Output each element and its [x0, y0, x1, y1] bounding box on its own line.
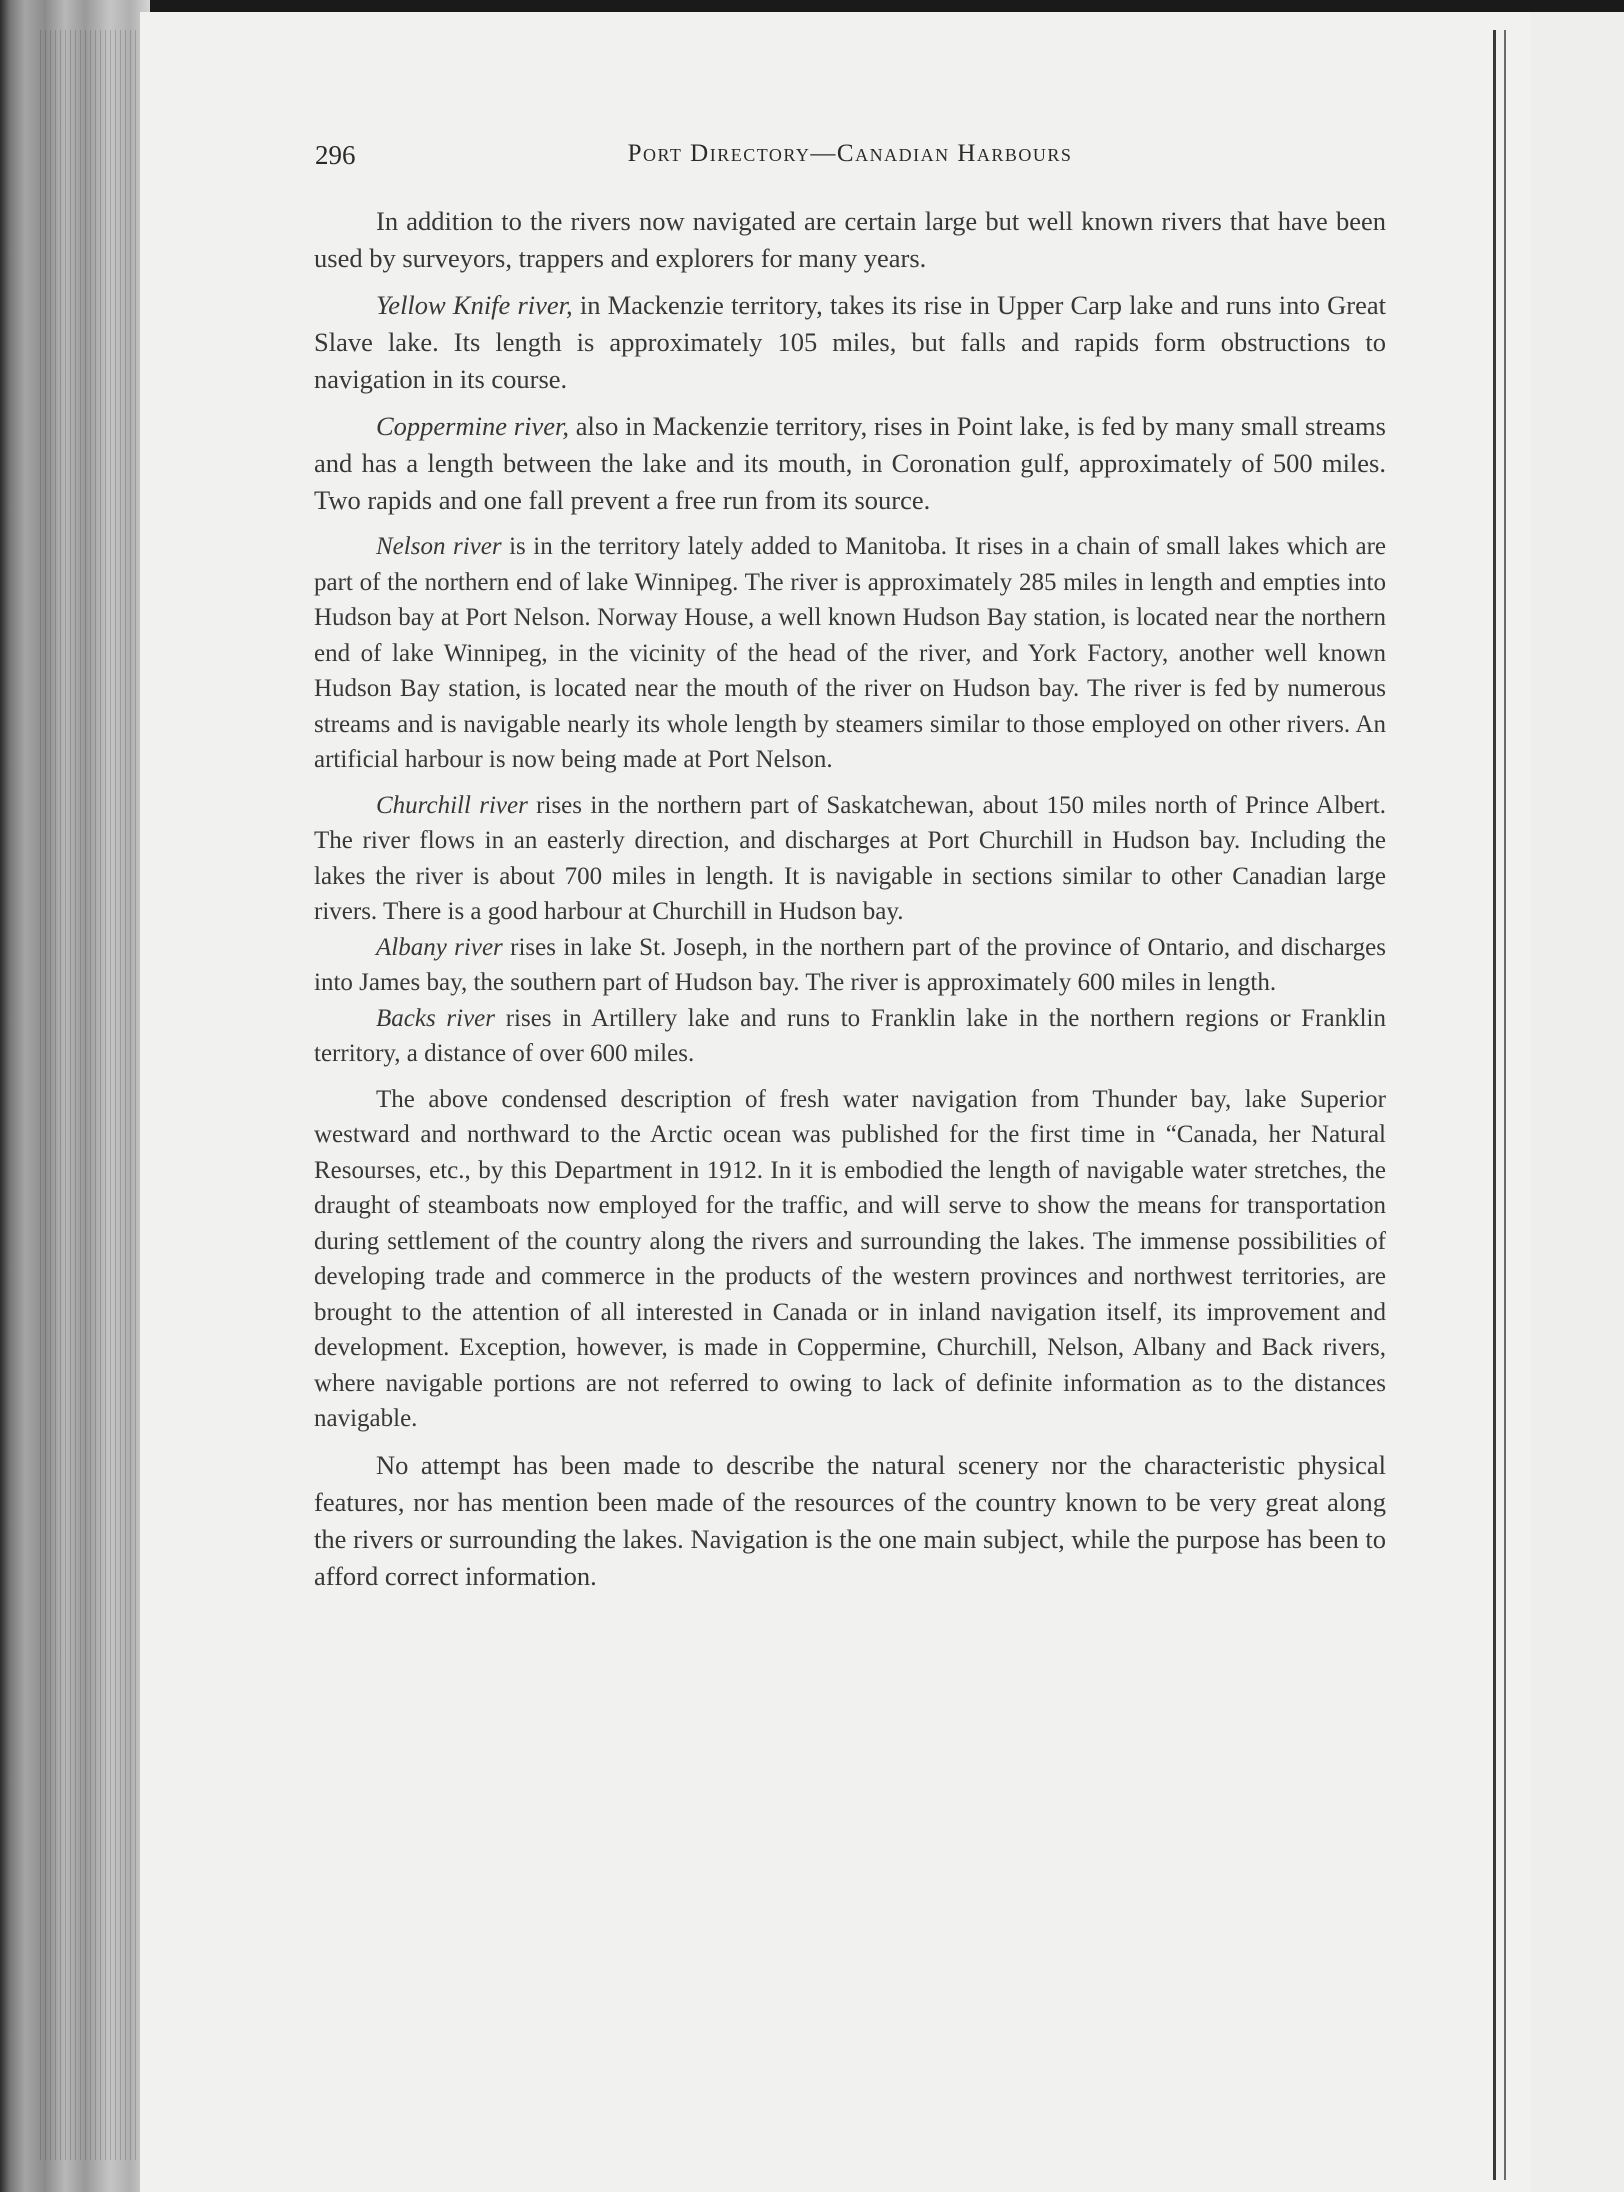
- right-binding-gutter: [1490, 30, 1530, 2180]
- page-number: 296: [315, 140, 356, 170]
- body-text: [314, 203, 1386, 1595]
- paragraph-text: In addition to the rivers now navigated are certain large but well known rivers that have been used by surveyors, trappers and explorers for many years.: [314, 206, 1386, 273]
- paragraph-closing: [314, 1447, 1386, 1595]
- paragraph-lead: Yellow Knife river,: [376, 290, 573, 320]
- paragraph-text: also in Mackenzie territory, rises in Point lake, is fed by many small streams and has a length between the lake and its mouth, in Coronation gulf, approximately of 500 miles. Two rapids and one fall prevent a free run from its source.: [314, 411, 1386, 515]
- paragraph-text: The above condensed description of fresh water navigation from Thunder bay, lake Superior westward and northward to the Arctic ocean was published for the first time in “Canada, her Natural Resourses, etc., by this Department in 1912. In it is embodied the length of navigable water stretches, the draught of steamboats now employed for the traffic, and will serve to show the means for transportation during settlement of the country along the rivers and surrounding the lakes. The immense possibilities of developing trade and commerce in the products of the western provinces and northwest territories, are brought to the attention of all interested in Canada or in inland navigation itself, its improvement and development. Exception, however, is made in Coppermine, Churchill, Nelson, Albany and Back rivers, where navigable portions are not referred to owing to lack of definite information as to the distances navigable.: [314, 1085, 1386, 1432]
- gutter-line: [1493, 30, 1496, 2180]
- page-header: [315, 140, 1385, 180]
- paragraph-text: rises in Artillery lake and runs to Franklin lake in the northern regions or Franklin territory, a distance of over 600 miles.: [314, 1004, 1386, 1067]
- gutter-line: [1504, 30, 1506, 2180]
- paragraph-text: in Mackenzie territory, takes its rise in Upper Carp lake and runs into Great Slave lake. Its length is approximately 105 miles, but falls and rapids form obstructions to navigation in its course.: [314, 290, 1386, 394]
- paragraph-lead: Albany river: [376, 933, 503, 961]
- book-page-edges: [0, 0, 150, 2192]
- paragraph-lead: Backs river: [376, 1004, 495, 1032]
- paragraph-lead: Nelson river: [376, 533, 502, 560]
- paragraph-text: rises in lake St. Joseph, in the northern part of the province of Ontario, and discharges into James bay, the southern part of Hudson bay. The river is approximately 600 miles in length.: [314, 933, 1386, 996]
- page-edge-lines: [40, 30, 140, 2160]
- paragraph-churchill: [314, 788, 1386, 930]
- paragraph-text: is in the territory lately added to Manitoba. It rises in a chain of small lakes which are part of the northern end of lake Winnipeg. The river is approximately 285 miles in length and empties into Hudson bay at Port Nelson. Norway House, a well known Hudson Bay station, is located near the northern end of lake Winnipeg, in the vicinity of the head of the river, and York Factory, another well known Hudson Bay station, is located near the mouth of the river on Hudson bay. The river is fed by numerous streams and is navigable nearly its whole length by steamers similar to those employed on other rivers. An artificial harbour is now being made at Port Nelson.: [314, 533, 1386, 773]
- paragraph-nelson: [314, 529, 1386, 778]
- paragraph-yellow-knife: [314, 287, 1386, 398]
- paragraph-summary: [314, 1082, 1386, 1437]
- paragraph-text: No attempt has been made to describe the natural scenery nor the characteristic physical features, nor has mention been made of the resources of the country known to be very great along the rivers or surrounding the lakes. Navigation is the one main subject, while the purpose has been to afford correct information.: [314, 1449, 1386, 1591]
- facing-page-edge: [1530, 12, 1624, 2192]
- paragraph-lead: Churchill river: [376, 791, 528, 819]
- paragraph-coppermine: [314, 408, 1386, 519]
- running-head: Port Directory—Canadian Harbours: [627, 140, 1073, 167]
- paragraph-intro: [314, 203, 1386, 277]
- paragraph-text: rises in the northern part of Saskatchewan, about 150 miles north of Prince Albert. The river flows in an easterly direction, and discharges at Port Churchill in Hudson bay. Including the lakes the river is about 700 miles in length. It is navigable in sections similar to other Canadian large rivers. There is a good harbour at Churchill in Hudson bay.: [314, 791, 1386, 925]
- paragraph-backs: [314, 1001, 1386, 1072]
- paragraph-albany: [314, 930, 1386, 1001]
- paragraph-lead: Coppermine river,: [376, 411, 569, 441]
